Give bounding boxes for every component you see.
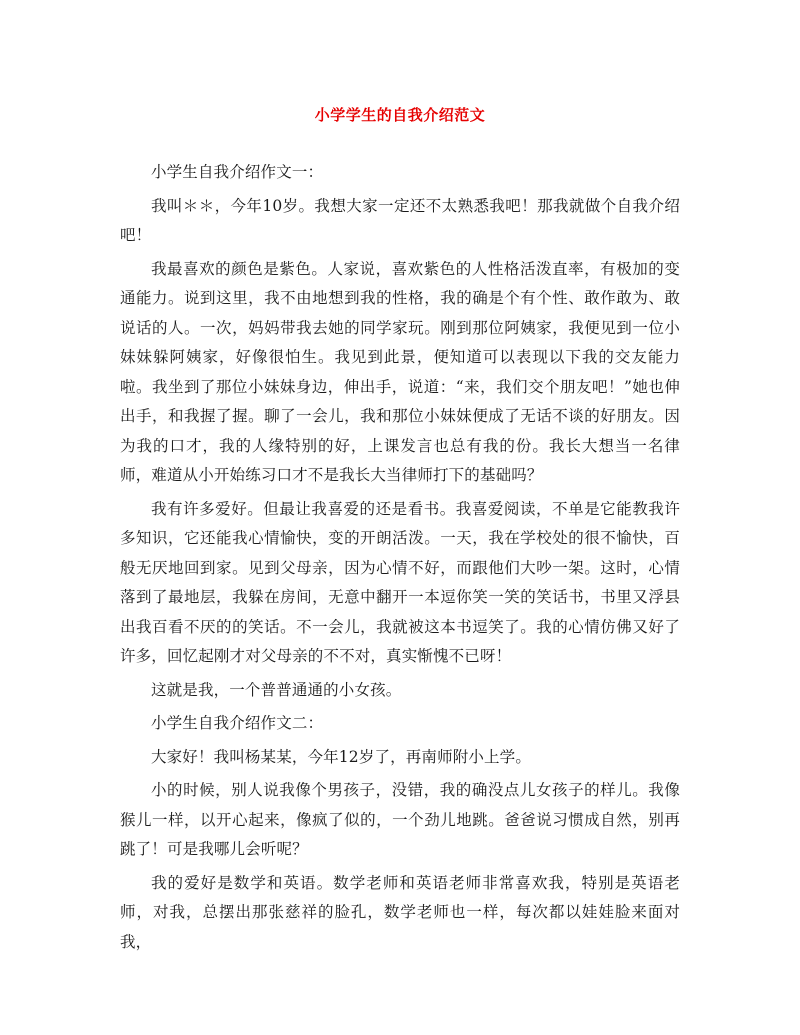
- document-body: [120, 158, 680, 961]
- paragraph: 我叫＊＊，今年10岁。我想大家一定还不太熟悉我吧！那我就做个自我介绍吧！: [120, 196, 680, 244]
- paragraph: 我的爱好是数学和英语。数学老师和英语老师非常喜欢我，特别是英语老师，对我，总摆出那张慈祥的脸孔，数学老师也一样，每次都以娃娃脸来面对我，: [120, 873, 680, 951]
- paragraph: 小的时候，别人说我像个男孩子，没错，我的确没点儿女孩子的样儿。我像猴儿一样，以开心起来，像疯了似的，一个劲儿地跳。爸爸说习惯成自然，别再跳了！可是我哪儿会听呢？: [120, 781, 680, 858]
- paragraph: 我最喜欢的颜色是紫色。人家说，喜欢紫色的人性格活泼直率，有极加的变通能力。说到这里，我不由地想到我的性格，我的确是个有个性、敢作敢为、敢说话的人。一次，妈妈带我去她的同学家玩。刚到那位阿姨家，我便见到一位小妹妹躲阿姨家，好像很怕生。我见到此景，便知道可以表现以下我的交友能力啦。我坐到了那位小妹妹身边，伸出手，说道：“来，我们交个朋友吧！”她也伸出手，和我握了握。聊了一会儿，我和那位小妹妹便成了无话不谈的好朋友。因为我的口才，我的人缘特别的好，上课发言也总有我的份。我长大想当一名律师，难道从小开始练习口才不是我长大当律师打下的基础吗？: [120, 259, 680, 484]
- paragraph: 小学生自我介绍作文二：: [151, 714, 324, 732]
- document-title: 小学学生的自我介绍范文: [314, 106, 486, 124]
- paragraph: 小学生自我介绍作文一：: [151, 163, 324, 181]
- paragraph: 我有许多爱好。但最让我喜爱的还是看书。我喜爱阅读，不单是它能教我许多知识，它还能我心情愉快，变的开朗活泼。一天，我在学校处的很不愉快，百般无厌地回到家。见到父母亲，因为心情不好，而跟他们大吵一架。这时，心情落到了最地层，我躲在房间，无意中翻开一本逗你笑一笑的笑话书，书里又浮县出我百看不厌的的笑话。不一会儿，我就被这本书逗笑了。我的心情仿佛又好了许多，回忆起刚才对父母亲的不不对，真实惭愧不已呀！: [120, 499, 680, 665]
- paragraph: 大家好！我叫杨某某，今年12岁了，再南师附小上学。: [151, 747, 531, 766]
- paragraph: 这就是我，一个普普通通的小女孩。: [151, 680, 402, 699]
